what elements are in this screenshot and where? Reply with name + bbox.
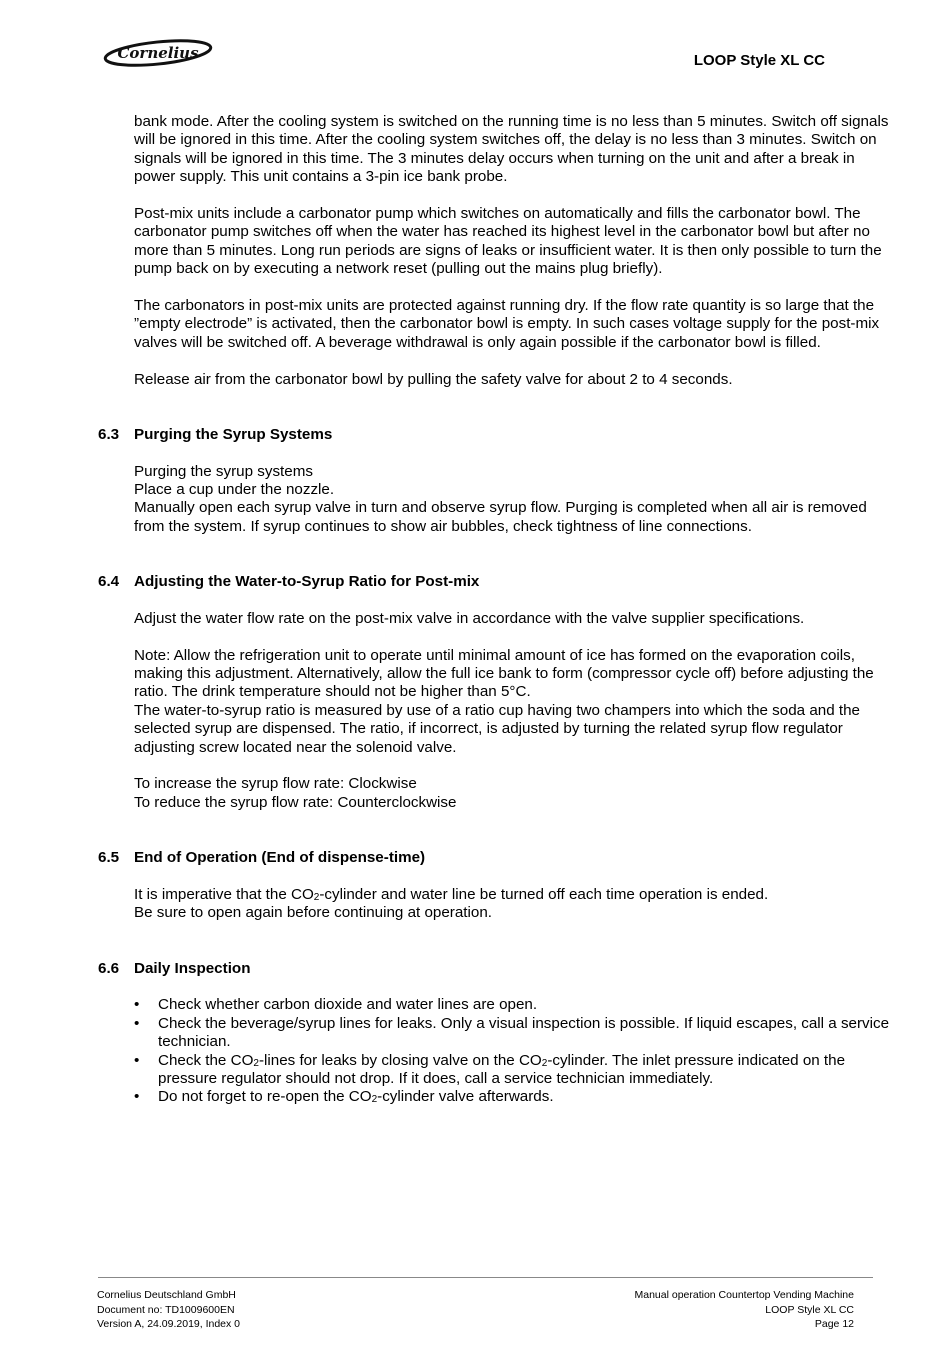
ratio-paragraph-3: The water-to-syrup ratio is measured by use of a ratio cup having two champers into which the soda and the selected syrup are dispensed. The ratio, if incorrect, is adjusted by turning the related syrup flow regulator adjusting screw located near the solenoid valve. [134, 701, 861, 756]
purge-line-3: Manually open each syrup valve in turn and observe syrup flow. Purging is completed when all air is removed from the system. If syrup continues to show air bubbles, check tightness of line connections. [134, 499, 867, 535]
section-number: 6.3 [98, 425, 120, 443]
section-number: 6.6 [98, 959, 120, 977]
section-heading-6-3 [98, 426, 898, 444]
ratio-note: Note: Allow the refrigeration unit to operate until minimal amount of ice has formed on the evaporation coils, making this adjustment. Alternatively, allow the full ice bank to form (compressor cycle off) before adjusting the ratio. The drink temperature should not be higher than 5°C. [134, 646, 874, 701]
intro-paragraph-1: bank mode. After the cooling system is switched on the running time is no less than 5 minutes. Switch off signals will be ignored in this time. After the cooling system switches off, the delay is no less than 3 minutes. Switch on signals will be ignored in this time. The 3 minutes delay occurs when turning on the unit and after a break in power supply. This unit contains a 3-pin ice bank probe. [134, 113, 889, 186]
footer-version: Version A, 24.09.2019, Index 0 [97, 1318, 241, 1330]
intro-paragraph-4: Release air from the carbonator bowl by pulling the safety valve for about 2 to 4 seconds. [134, 370, 733, 388]
ratio-paragraph-1: Adjust the water flow rate on the post-mix valve in accordance with the valve supplier specifications. [134, 609, 805, 627]
footer-product: LOOP Style XL CC [765, 1303, 854, 1316]
cornelius-logo [102, 38, 214, 68]
footer-right [635, 1288, 855, 1332]
footer-document-number: Document no: TD1009600EN [97, 1303, 235, 1316]
section-heading-6-4 [98, 573, 898, 591]
section-number: 6.4 [98, 573, 120, 591]
intro-paragraph-2: Post-mix units include a carbonator pump which switches on automatically and fills the carbonator bowl. The carbonator pump switches off when the water has reached its highest level in the carbonator bowl but after no more than 5 minutes. Long run periods are signs of leaks or insufficient water. It is then only possible to turn the pump back on by executing a network reset (pulling out the mains plug briefly). [134, 205, 882, 278]
section-title: Adjusting the Water-to-Syrup Ratio for Post-mix [134, 573, 480, 591]
increase-flow-line: To increase the syrup flow rate: Clockwise [134, 775, 417, 793]
document-title: LOOP Style XL CC [693, 52, 825, 69]
section-title: Purging the Syrup Systems [134, 425, 333, 443]
footer-company: Cornelius Deutschland GmbH [97, 1289, 236, 1301]
section-heading-6-5 [98, 849, 898, 867]
end-operation-line-2: Be sure to open again before continuing at operation. [134, 904, 493, 922]
inspection-list [134, 996, 898, 1106]
logo-text: Cornelius [117, 44, 199, 62]
page-content [98, 113, 898, 1107]
list-item: • Check the beverage/syrup lines for leaks. Only a visual inspection is possible. If liquid escapes, call a service technician. [134, 1014, 890, 1051]
footer-manual-title: Manual operation Countertop Vending Machine [634, 1289, 854, 1301]
end-operation-line-1: It is imperative that the $CO_2$-cylinder and water line be turned off each time operation is ended. [134, 885, 769, 903]
intro-paragraph-3: The carbonators in post-mix units are protected against running dry. If the flow rate quantity is so large that the ”empty electrode” is activated, then the carbonator bowl is empty. In such cases voltage supply for the post-mix valves will be switched off. A beverage withdrawal is only again possible if the carbonator bowl is filled. [134, 297, 880, 351]
section-title: Daily Inspection [134, 959, 251, 977]
purge-line-2: Place a cup under the nozzle. [134, 481, 335, 499]
footer-divider [98, 1277, 873, 1278]
list-item: • Do not forget to re-open the $CO_2$-cylinder valve afterwards. [134, 1088, 554, 1106]
list-item: • Check the $CO_2$-lines for leaks by closing valve on the $CO_2$-cylinder. The inlet pressure indicated on the pressure regulator should not drop. If it does, call a service technician immediately. [134, 1051, 846, 1087]
reduce-flow-line: To reduce the syrup flow rate: Counterclockwise [134, 793, 457, 811]
section-number: 6.5 [98, 849, 120, 867]
page-number: Page 12 [814, 1318, 854, 1330]
section-heading-6-6 [98, 960, 898, 978]
purge-line-1: Purging the syrup systems [134, 462, 313, 480]
list-item: • Check whether carbon dioxide and water lines are open. [134, 996, 538, 1014]
footer-left [97, 1288, 240, 1332]
section-title: End of Operation (End of dispense-time) [134, 849, 426, 867]
